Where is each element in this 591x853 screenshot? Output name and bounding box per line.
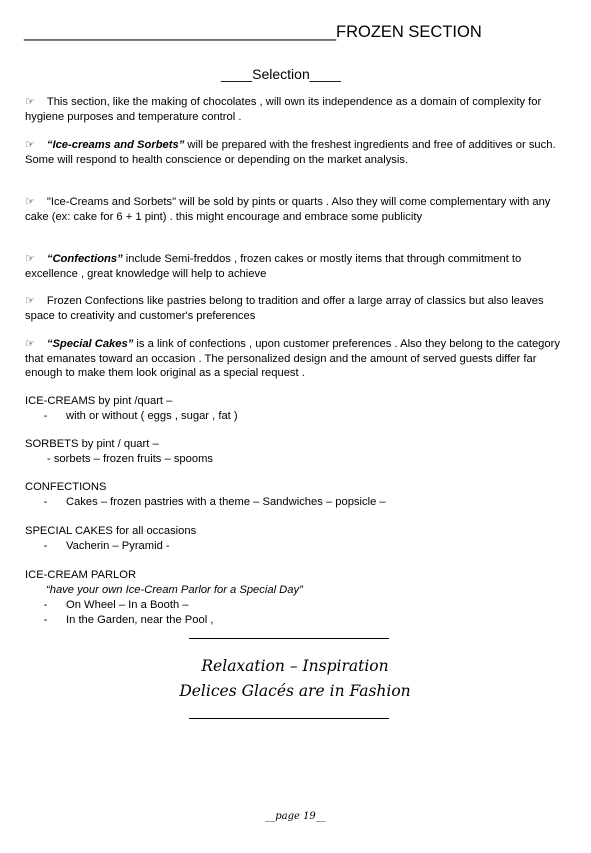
divider-top [189,638,389,639]
slogan-line-1: Relaxation – Inspiration [201,657,389,675]
paragraph-pints-quarts: ☞ "Ice-Creams and Sorbets" will be sold by pints or quarts . Also they will come complementary with any cake (ex: cake for 6 + 1 pint) . this might encourage and embrace some publicity [25,195,551,223]
list-item: - with or without ( eggs , sugar , fat ) [43,410,238,422]
pointing-hand-icon: ☞ [25,138,35,151]
list-item: - Cakes – frozen pastries with a theme – Sandwiches – popsicle – [43,496,386,508]
list-heading-parlor: ICE-CREAM PARLOR [25,569,137,581]
pointing-hand-icon: ☞ [25,195,35,208]
list-item: - On Wheel – In a Booth – [43,599,189,611]
list-item: - Vacherin – Pyramid - [43,540,170,552]
pointing-hand-icon: ☞ [25,95,35,108]
list-heading-icecreams: ICE-CREAMS by pint /quart – [25,395,173,407]
paragraph-confections: ☞ “Confections” include Semi-freddos , frozen cakes or mostly items that through commitment to excellence , great knowledge will help to achieve [25,252,522,280]
pointing-hand-icon: ☞ [25,294,35,307]
page-number: __page 19__ [265,811,326,822]
paragraph-icecreams-sorbets: ☞ “Ice-creams and Sorbets” will be prepared with the freshest ingredients and free of additives or such. Some will respond to health conscience or depending on the market analysis. [25,138,556,166]
slogan-line-2: Delices Glacés are in Fashion [179,682,411,700]
page-title: __________________________________FROZEN SECTION [24,23,482,41]
paragraph-frozen-confections: ☞ Frozen Confections like pastries belong to tradition and offer a large array of classics but also leaves space to creativity and customer's preferences [25,294,544,322]
parlor-tagline: “have your own Ice-Cream Parlor for a Special Day” [46,584,303,596]
list-heading-special-cakes: SPECIAL CAKES for all occasions [25,525,197,537]
list-item: - In the Garden, near the Pool , [43,614,214,626]
paragraph-hygiene: ☞ This section, like the making of chocolates , will own its independence as a domain of complexity for hygiene purposes and temperature control . [25,95,542,123]
list-heading-confections: CONFECTIONS [25,481,107,493]
list-heading-sorbets: SORBETS by pint / quart – [25,438,159,450]
pointing-hand-icon: ☞ [25,252,35,265]
pointing-hand-icon: ☞ [25,337,35,350]
section-subtitle: ____Selection____ [221,66,341,82]
list-item: - sorbets – frozen fruits – spooms [47,453,214,465]
divider-bottom [189,718,389,719]
paragraph-special-cakes: ☞ “Special Cakes” is a link of confections , upon customer preferences . Also they belong to the category that emanates toward an occasion . The personalized design and the amount of served guests differ far enough to make them look original as a special request . [25,337,560,380]
